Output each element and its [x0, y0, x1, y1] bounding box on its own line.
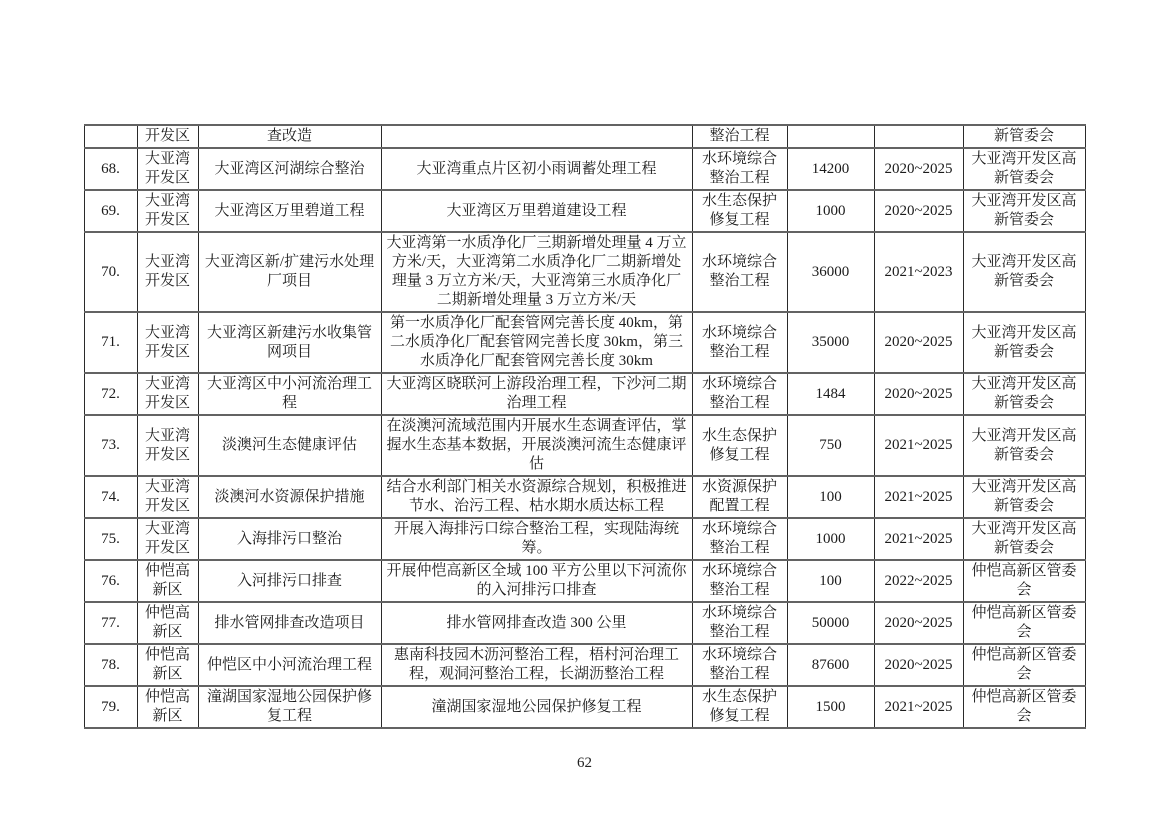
cell-period: 2021~2025: [874, 476, 963, 518]
cell-district: 仲恺高新区: [137, 686, 198, 728]
table-row: [84, 148, 1085, 190]
cell-row-number: 76.: [84, 560, 137, 602]
cell-investment: 35000: [787, 312, 874, 373]
cell-project-name: 淡澳河生态健康评估: [198, 415, 381, 476]
cell-project-name: 大亚湾区万里碧道工程: [198, 190, 381, 232]
cell-district: 大亚湾开发区: [137, 148, 198, 190]
cell-project-description: 大亚湾第一水质净化厂三期新增处理量 4 万立方米/天，大亚湾第二水质净化厂二期新增处理量 3 万立方米/天，大亚湾第三水质净化厂二期新增处理量 3 万立方米/天: [381, 232, 692, 312]
cell-row-number: [84, 125, 137, 148]
cell-row-number: 72.: [84, 373, 137, 415]
cell-investment: 1484: [787, 373, 874, 415]
cell-district: 大亚湾开发区: [137, 232, 198, 312]
cell-responsible-org: 仲恺高新区管委会: [963, 602, 1085, 644]
cell-project-type: 水环境综合整治工程: [692, 232, 787, 312]
cell-district: 大亚湾开发区: [137, 476, 198, 518]
cell-project-description: 潼湖国家湿地公园保护修复工程: [381, 686, 692, 728]
cell-project-name: 仲恺区中小河流治理工程: [198, 644, 381, 686]
cell-project-type: 水环境综合整治工程: [692, 518, 787, 560]
cell-project-name: 入河排污口排查: [198, 560, 381, 602]
cell-period: 2020~2025: [874, 602, 963, 644]
cell-project-description: 在淡澳河流域范围内开展水生态调查评估，掌握水生态基本数据，开展淡澳河流生态健康评估: [381, 415, 692, 476]
cell-project-type: 水生态保护修复工程: [692, 686, 787, 728]
cell-project-type: 水环境综合整治工程: [692, 373, 787, 415]
cell-project-type: 整治工程: [692, 125, 787, 148]
cell-investment: 1500: [787, 686, 874, 728]
cell-responsible-org: 大亚湾开发区高新管委会: [963, 190, 1085, 232]
cell-period: 2020~2025: [874, 644, 963, 686]
cell-period: 2020~2025: [874, 148, 963, 190]
cell-period: 2020~2025: [874, 190, 963, 232]
cell-row-number: 71.: [84, 312, 137, 373]
cell-responsible-org: 仲恺高新区管委会: [963, 560, 1085, 602]
cell-row-number: 68.: [84, 148, 137, 190]
cell-row-number: 69.: [84, 190, 137, 232]
cell-responsible-org: 大亚湾开发区高新管委会: [963, 312, 1085, 373]
table-row: [84, 518, 1085, 560]
cell-investment: 1000: [787, 518, 874, 560]
cell-period: 2020~2025: [874, 312, 963, 373]
cell-project-name: 淡澳河水资源保护措施: [198, 476, 381, 518]
cell-district: 大亚湾开发区: [137, 190, 198, 232]
cell-responsible-org: 大亚湾开发区高新管委会: [963, 518, 1085, 560]
cell-period: 2022~2025: [874, 560, 963, 602]
table-row: [84, 602, 1085, 644]
cell-responsible-org: 大亚湾开发区高新管委会: [963, 232, 1085, 312]
cell-district: 仲恺高新区: [137, 644, 198, 686]
cell-project-description: 排水管网排查改造 300 公里: [381, 602, 692, 644]
cell-project-name: 查改造: [198, 125, 381, 148]
cell-responsible-org: 大亚湾开发区高新管委会: [963, 373, 1085, 415]
projects-table: [84, 124, 1086, 729]
cell-responsible-org: 大亚湾开发区高新管委会: [963, 476, 1085, 518]
table-row: [84, 644, 1085, 686]
cell-project-type: 水环境综合整治工程: [692, 148, 787, 190]
cell-project-type: 水生态保护修复工程: [692, 415, 787, 476]
cell-investment: 14200: [787, 148, 874, 190]
cell-row-number: 70.: [84, 232, 137, 312]
cell-project-name: 大亚湾区中小河流治理工程: [198, 373, 381, 415]
cell-investment: 1000: [787, 190, 874, 232]
cell-project-description: [381, 125, 692, 148]
cell-district: 大亚湾开发区: [137, 312, 198, 373]
cell-investment: [787, 125, 874, 148]
cell-project-name: 入海排污口整治: [198, 518, 381, 560]
cell-row-number: 77.: [84, 602, 137, 644]
table-row: [84, 190, 1085, 232]
cell-project-description: 惠南科技园木沥河整治工程，梧村河治理工程，观洞河整治工程，长湖沥整治工程: [381, 644, 692, 686]
table-row: [84, 373, 1085, 415]
cell-project-description: 大亚湾区万里碧道建设工程: [381, 190, 692, 232]
cell-row-number: 74.: [84, 476, 137, 518]
cell-project-type: 水环境综合整治工程: [692, 602, 787, 644]
cell-district: 大亚湾开发区: [137, 373, 198, 415]
cell-project-description: 大亚湾区晓联河上游段治理工程，下沙河二期治理工程: [381, 373, 692, 415]
cell-district: 大亚湾开发区: [137, 415, 198, 476]
cell-row-number: 78.: [84, 644, 137, 686]
cell-project-name: 潼湖国家湿地公园保护修复工程: [198, 686, 381, 728]
cell-project-description: 大亚湾重点片区初小雨调蓄处理工程: [381, 148, 692, 190]
cell-district: 仲恺高新区: [137, 560, 198, 602]
cell-period: 2020~2025: [874, 373, 963, 415]
cell-responsible-org: 大亚湾开发区高新管委会: [963, 415, 1085, 476]
cell-row-number: 73.: [84, 415, 137, 476]
cell-investment: 87600: [787, 644, 874, 686]
cell-period: 2021~2023: [874, 232, 963, 312]
cell-project-name: 大亚湾区河湖综合整治: [198, 148, 381, 190]
cell-period: 2021~2025: [874, 415, 963, 476]
cell-investment: 100: [787, 476, 874, 518]
cell-district: 开发区: [137, 125, 198, 148]
cell-project-type: 水生态保护修复工程: [692, 190, 787, 232]
cell-project-name: 排水管网排查改造项目: [198, 602, 381, 644]
cell-project-description: 第一水质净化厂配套管网完善长度 40km，第二水质净化厂配套管网完善长度 30km，第三水质净化厂配套管网完善长度 30km: [381, 312, 692, 373]
cell-district: 仲恺高新区: [137, 602, 198, 644]
cell-responsible-org: 新管委会: [963, 125, 1085, 148]
table-row: [84, 476, 1085, 518]
table-row: [84, 686, 1085, 728]
cell-project-name: 大亚湾区新建污水收集管网项目: [198, 312, 381, 373]
cell-responsible-org: 仲恺高新区管委会: [963, 686, 1085, 728]
table-row: [84, 232, 1085, 312]
cell-project-description: 开展仲恺高新区全域 100 平方公里以下河流你的入河排污口排查: [381, 560, 692, 602]
cell-row-number: 79.: [84, 686, 137, 728]
table-row: [84, 125, 1085, 148]
cell-period: 2021~2025: [874, 686, 963, 728]
cell-investment: 100: [787, 560, 874, 602]
cell-period: [874, 125, 963, 148]
cell-project-type: 水环境综合整治工程: [692, 560, 787, 602]
cell-investment: 36000: [787, 232, 874, 312]
cell-project-description: 开展入海排污口综合整治工程，实现陆海统筹。: [381, 518, 692, 560]
cell-project-type: 水环境综合整治工程: [692, 312, 787, 373]
cell-investment: 50000: [787, 602, 874, 644]
cell-row-number: 75.: [84, 518, 137, 560]
page-number: 62: [577, 755, 592, 771]
cell-investment: 750: [787, 415, 874, 476]
cell-period: 2021~2025: [874, 518, 963, 560]
table-row: [84, 560, 1085, 602]
cell-project-type: 水资源保护配置工程: [692, 476, 787, 518]
cell-district: 大亚湾开发区: [137, 518, 198, 560]
cell-project-type: 水环境综合整治工程: [692, 644, 787, 686]
cell-project-name: 大亚湾区新/扩建污水处理厂项目: [198, 232, 381, 312]
cell-responsible-org: 大亚湾开发区高新管委会: [963, 148, 1085, 190]
cell-project-description: 结合水利部门相关水资源综合规划，积极推进节水、治污工程、枯水期水质达标工程: [381, 476, 692, 518]
cell-responsible-org: 仲恺高新区管委会: [963, 644, 1085, 686]
table-row: [84, 312, 1085, 373]
table-row: [84, 415, 1085, 476]
